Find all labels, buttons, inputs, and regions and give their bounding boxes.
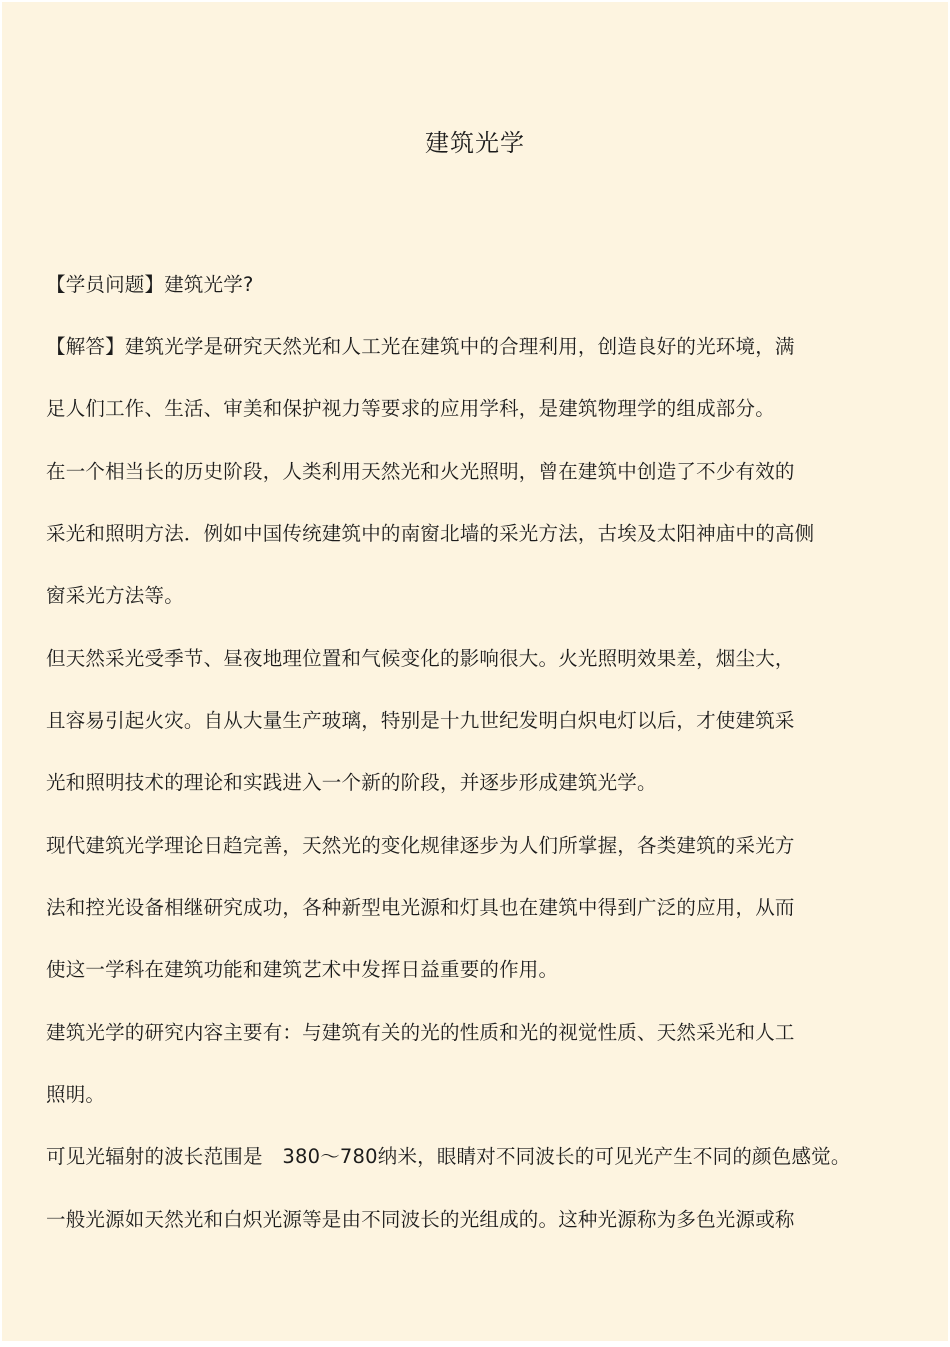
- paragraph-line: 照明。: [46, 1083, 106, 1106]
- paragraph-line: 窗采光方法等。: [46, 584, 184, 607]
- paragraph-line: 光和照明技术的理论和实践进入一个新的阶段，并逐步形成建筑光学。: [46, 771, 657, 794]
- paragraph-line: 建筑光学的研究内容主要有：与建筑有关的光的性质和光的视觉性质、天然采光和人工: [46, 1021, 795, 1044]
- paragraph-line: 采光和照明方法．例如中国传统建筑中的南窗北墙的采光方法，古埃及太阳神庙中的高侧: [46, 522, 815, 545]
- answer-line-1: 【解答】建筑光学是研究天然光和人工光在建筑中的合理利用，创造良好的光环境，满: [46, 335, 795, 358]
- paragraph-line: 法和控光设备相继研究成功，各种新型电光源和灯具也在建筑中得到广泛的应用，从而: [46, 896, 795, 919]
- document-page: [2, 2, 948, 1341]
- paragraph-line: 且容易引起火灾。自从大量生产玻璃，特别是十九世纪发明白炽电灯以后，才使建筑采: [46, 709, 795, 732]
- paragraph-line: 在一个相当长的历史阶段，人类利用天然光和火光照明，曾在建筑中创造了不少有效的: [46, 460, 795, 483]
- paragraph-line: 可见光辐射的波长范围是 380～780纳米，眼睛对不同波长的可见光产生不同的颜色感觉。: [46, 1145, 851, 1168]
- paragraph-line: 现代建筑光学理论日趋完善，天然光的变化规律逐步为人们所掌握，各类建筑的采光方: [46, 834, 795, 857]
- paragraph-line: 但天然采光受季节、昼夜地理位置和气候变化的影响很大。火光照明效果差，烟尘大，: [46, 647, 795, 670]
- paragraph-line: 使这一学科在建筑功能和建筑艺术中发挥日益重要的作用。: [46, 958, 559, 981]
- question-line: 【学员问题】建筑光学?: [46, 273, 254, 296]
- paragraph-line: 一般光源如天然光和白炽光源等是由不同波长的光组成的。这种光源称为多色光源或称: [46, 1208, 795, 1231]
- answer-line-2: 足人们工作、生活、审美和保护视力等要求的应用学科，是建筑物理学的组成部分。: [46, 397, 775, 420]
- document-title: 建筑光学: [425, 129, 525, 157]
